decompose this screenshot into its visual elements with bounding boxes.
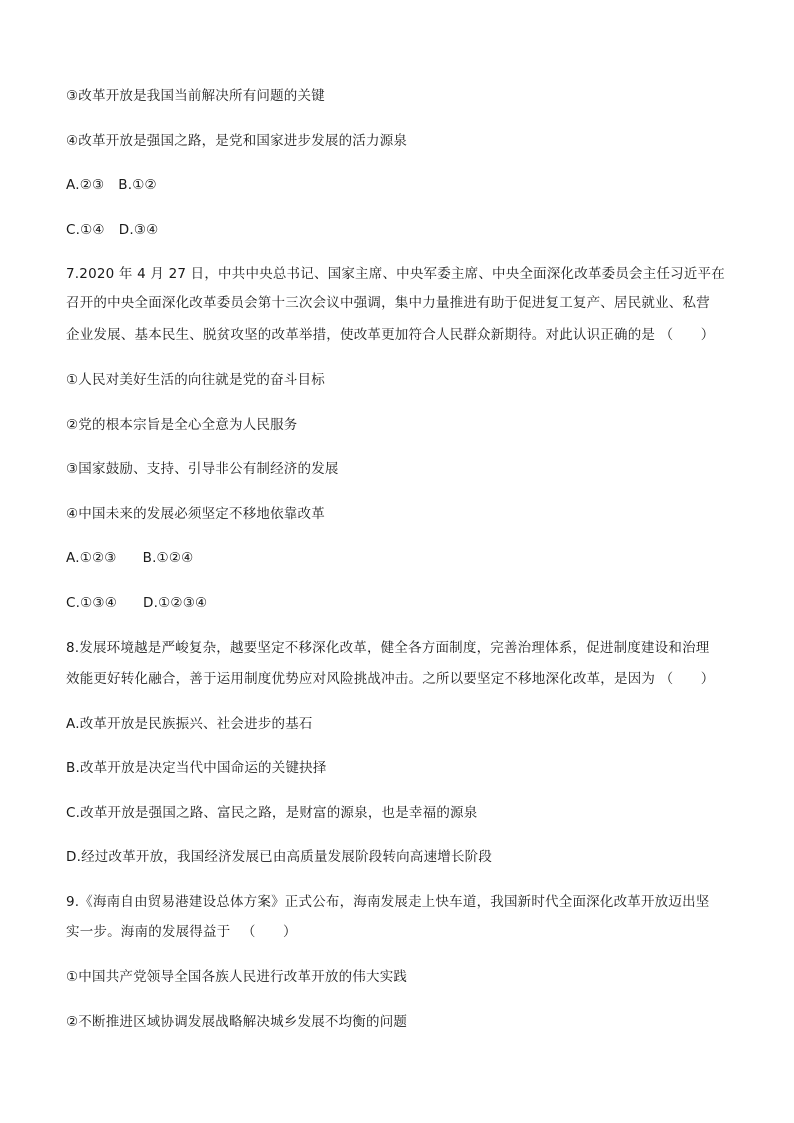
q7-choice-row-1 — [66, 547, 736, 569]
q8-choice-d: D.经过改革开放，我国经济发展已由高质量发展阶段转向高速增长阶段 — [66, 849, 493, 865]
q8-stem-line-2: 效能更好转化融合，善于运用制度优势应对风险挑战冲击。之所以要坚定不移地深化改革，是因为 （ ） — [66, 671, 715, 687]
q7-stem-line-2: 召开的中央全面深化改革委员会第十三次会议中强调，集中力量推进有助于促进复工复产、居民就业、私营 — [66, 295, 710, 311]
q8-choice-b: B.改革开放是决定当代中国命运的关键抉择 — [66, 760, 327, 776]
q6-choice-row-2 — [66, 219, 736, 241]
q8-stem-line-1: 8.发展环境越是严峻复杂，越要坚定不移深化改革，健全各方面制度，完善治理体系，促进制度建设和治理 — [66, 640, 710, 656]
q6-option-3: ③改革开放是我国当前解决所有问题的关键 — [66, 88, 325, 104]
q7-option-3: ③国家鼓励、支持、引导非公有制经济的发展 — [66, 461, 339, 477]
q7-stem-line-1: 7.2020 年 4 月 27 日，中共中央总书记、国家主席、中央军委主席、中央全面深化改革委员会主任习近平在 — [66, 266, 725, 282]
q7-choice-d: D.①②③④ — [143, 595, 208, 611]
q7-option-1: ①人民对美好生活的向往就是党的奋斗目标 — [66, 372, 325, 388]
q6-choice-d: D.③④ — [118, 222, 159, 238]
q7-option-2: ②党的根本宗旨是全心全意为人民服务 — [66, 417, 298, 433]
q9-stem-line-2: 实一步。海南的发展得益于 （ ） — [66, 924, 297, 940]
q7-choice-c: C.①③④ — [66, 595, 118, 611]
q6-choice-a: A.②③ — [66, 177, 105, 193]
q7-choice-a: A.①②③ — [66, 550, 117, 566]
q8-choice-a: A.改革开放是民族振兴、社会进步的基石 — [66, 716, 313, 732]
q8-choice-c: C.改革开放是强国之路、富民之路，是财富的源泉，也是幸福的源泉 — [66, 805, 478, 821]
q7-option-4: ④中国未来的发展必须坚定不移地依靠改革 — [66, 506, 325, 522]
q6-choice-c: C.①④ — [66, 222, 105, 238]
q6-choice-b: B.①② — [118, 177, 157, 193]
q6-choice-row-1 — [66, 174, 736, 196]
q7-stem-line-3: 企业发展、基本民生、脱贫攻坚的改革举措，使改革更加符合人民群众新期待。对此认识正确的是 （ ） — [66, 327, 715, 343]
q7-choice-b: B.①②④ — [142, 550, 194, 566]
q9-option-1: ①中国共产党领导全国各族人民进行改革开放的伟大实践 — [66, 969, 408, 985]
q6-option-4: ④改革开放是强国之路，是党和国家进步发展的活力源泉 — [66, 133, 408, 149]
q7-choice-row-2 — [66, 592, 736, 614]
q9-option-2: ②不断推进区域协调发展战略解决城乡发展不均衡的问题 — [66, 1014, 408, 1030]
q9-stem-line-1: 9.《海南自由贸易港建设总体方案》正式公布，海南发展走上快车道，我国新时代全面深化改革开放迈出坚 — [66, 894, 710, 910]
